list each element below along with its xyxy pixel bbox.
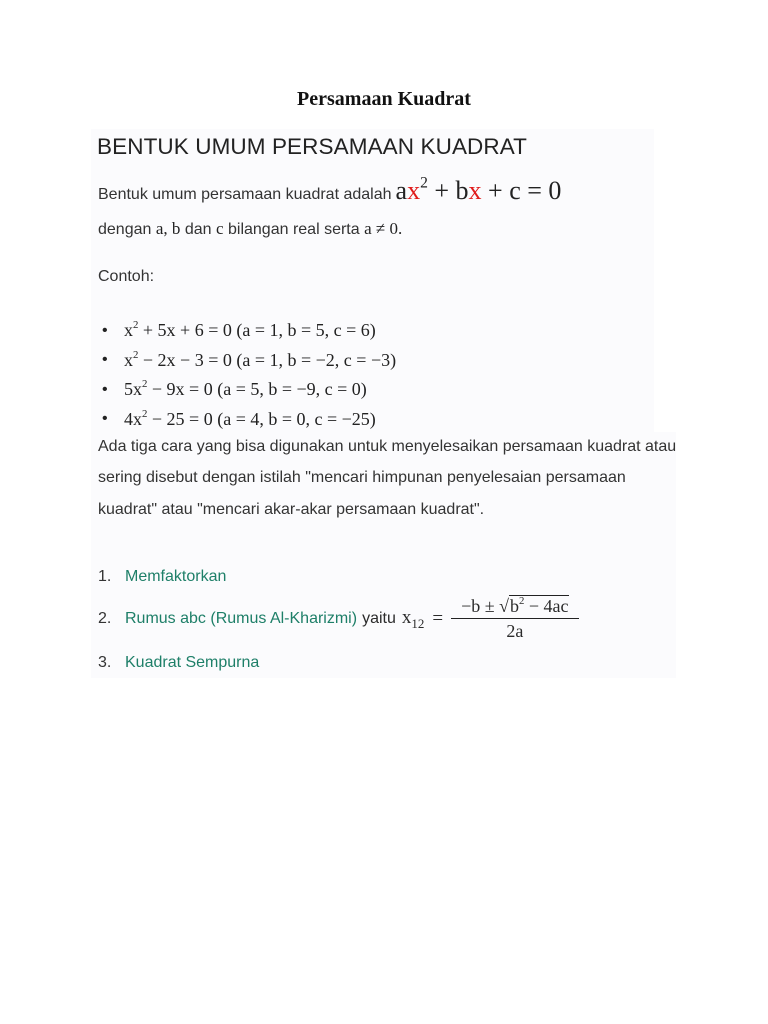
condition-vars: a, b: [155, 219, 181, 238]
list-item: [98, 596, 579, 642]
condition-and: dan: [184, 221, 212, 238]
bullet-icon: •: [102, 351, 108, 369]
list-item: [102, 405, 396, 435]
formula-lhs: $x_{12}$: [401, 606, 425, 631]
list-item: [102, 316, 396, 346]
example-list: [102, 316, 396, 434]
quadratic-formula: [451, 596, 578, 642]
link-rumus-abc[interactable]: Rumus abc (Rumus Al-Kharizmi): [125, 610, 358, 627]
example-equation: $x^2 - 2x - 3 = 0$ (a = 1, b = −2, c = −3): [124, 348, 397, 370]
list-number: 1.: [98, 568, 112, 585]
example-equation: $5x^2 - 9x = 0$ (a = 5, b = −9, c = 0): [124, 378, 367, 400]
list-item: [102, 375, 396, 405]
list-item: [98, 568, 226, 586]
var-x-squared: x: [407, 176, 421, 205]
list-number: 2.: [98, 610, 112, 627]
term-b: + b: [427, 176, 469, 205]
condition-prefix: dengan: [98, 221, 152, 238]
list-number: 3.: [98, 654, 112, 671]
intro-text: Bentuk umum persamaan kuadrat adalah: [98, 186, 392, 203]
list-item: [102, 346, 396, 376]
coef-a: a: [395, 176, 408, 205]
condition-c: c: [216, 219, 224, 238]
general-form-equation: [396, 176, 562, 206]
bullet-icon: •: [102, 321, 108, 339]
document-title: Persamaan Kuadrat: [297, 88, 471, 110]
formula-intro: yaitu: [362, 610, 396, 627]
link-kuadrat-sempurna[interactable]: Kuadrat Sempurna: [125, 654, 260, 671]
list-item: [98, 654, 259, 672]
bullet-icon: •: [102, 380, 108, 398]
formula-numerator: $-b \pm √b^2 - 4ac$: [451, 596, 578, 619]
example-equation: $4x^2 - 25 = 0$ (a = 4, b = 0, c = −25): [124, 407, 376, 429]
condition-mid: bilangan real serta: [228, 221, 360, 238]
formula-denominator: 2a: [506, 621, 524, 641]
methods-paragraph: Ada tiga cara yang bisa digunakan untuk menyelesaikan persamaan kuadrat atau sering disebut dengan istilah "mencari himpunan penyelesaian persamaan kuadrat" atau "mencari akar-akar persamaan kuadrat".: [98, 438, 677, 518]
general-form-line: [98, 176, 561, 220]
radicand: $b^2 - 4ac$: [510, 594, 569, 616]
var-x-linear: x: [468, 176, 482, 205]
example-equation: $x^2 + 5x + 6 = 0$ (a = 1, b = 5, c = 6): [124, 319, 376, 341]
condition-expr: a ≠ 0.: [364, 219, 403, 238]
section-heading: BENTUK UMUM PERSAMAAN KUADRAT: [97, 134, 528, 159]
formula-equals: =: [432, 608, 444, 629]
exponent-two: 2: [420, 174, 428, 192]
term-c-equals-zero: + c = 0: [481, 176, 562, 205]
example-label: Contoh:: [98, 268, 155, 285]
link-memfaktorkan[interactable]: Memfaktorkan: [125, 568, 227, 585]
bullet-icon: •: [102, 410, 108, 428]
condition-line: [98, 219, 402, 239]
